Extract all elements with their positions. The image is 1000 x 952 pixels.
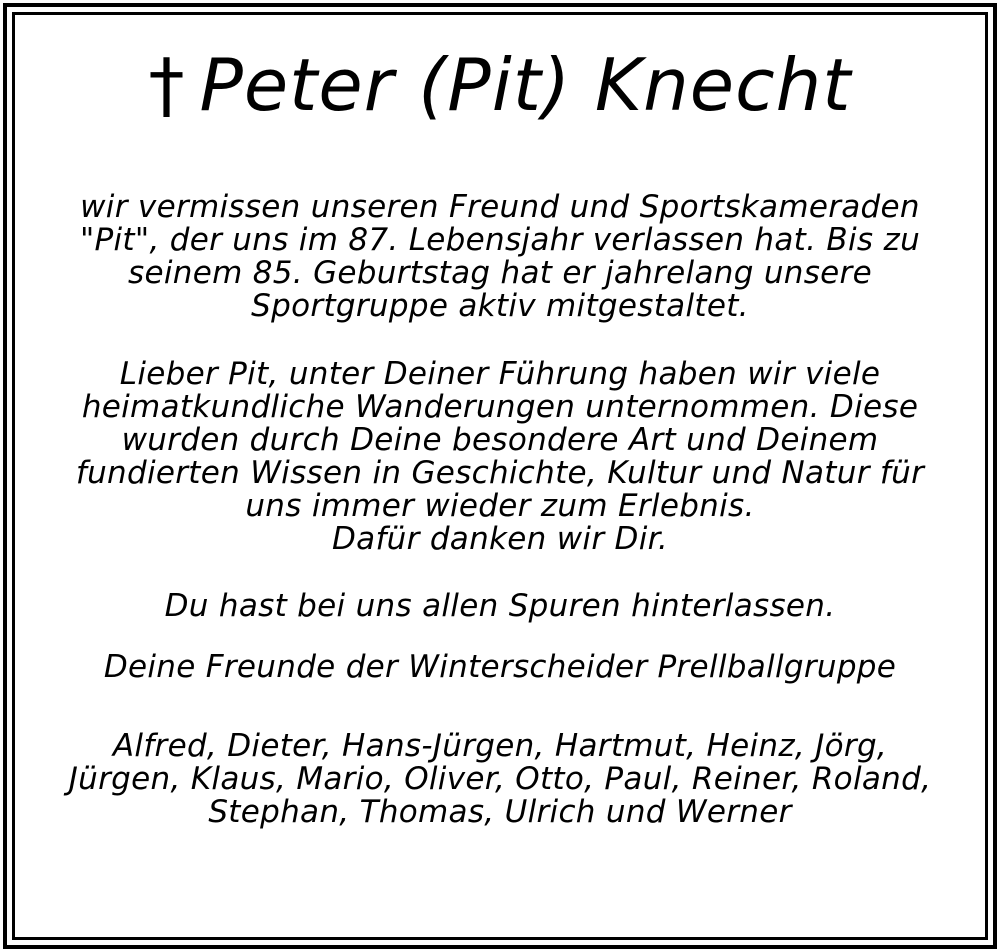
text-line: Deine Freunde der Winterscheider Prellballgruppe bbox=[103, 649, 897, 685]
text-line: Alfred, Dieter, Hans-Jürgen, Hartmut, Heinz, Jörg, bbox=[112, 728, 888, 764]
notice-title bbox=[15, 43, 985, 127]
text-line: Lieber Pit, unter Deiner Führung haben wir viele bbox=[119, 356, 881, 392]
text-line: wir vermissen unseren Freund und Sportskameraden bbox=[80, 189, 920, 225]
signature-group bbox=[15, 651, 985, 684]
text-line: seinem 85. Geburtstag hat er jahrelang unsere bbox=[128, 255, 872, 291]
text-line: Du hast bei uns allen Spuren hinterlassen. bbox=[164, 588, 836, 624]
member-names bbox=[15, 730, 985, 829]
text-line: fundierten Wissen in Geschichte, Kultur und Natur für bbox=[75, 455, 925, 491]
obituary-notice bbox=[15, 15, 985, 937]
text-line: Jürgen, Klaus, Mario, Oliver, Otto, Paul, Reiner, Roland, bbox=[68, 761, 932, 797]
deceased-name: Peter (Pit) Knecht bbox=[199, 43, 852, 127]
text-line: uns immer wieder zum Erlebnis. bbox=[245, 488, 755, 524]
paragraph-tribute bbox=[15, 191, 985, 323]
text-line: "Pit", der uns im 87. Lebensjahr verlassen hat. Bis zu bbox=[79, 222, 921, 258]
text-line: heimatkundliche Wanderungen unternommen. Diese bbox=[81, 389, 919, 425]
paragraph-memories bbox=[15, 358, 985, 556]
text-line: wurden durch Deine besondere Art und Deinem bbox=[121, 422, 879, 458]
paragraph-legacy bbox=[15, 590, 985, 623]
cross-icon: † bbox=[148, 43, 186, 127]
text-line: Sportgruppe aktiv mitgestaltet. bbox=[251, 288, 749, 324]
text-line: Stephan, Thomas, Ulrich und Werner bbox=[208, 794, 792, 830]
text-line: Dafür danken wir Dir. bbox=[332, 521, 668, 557]
